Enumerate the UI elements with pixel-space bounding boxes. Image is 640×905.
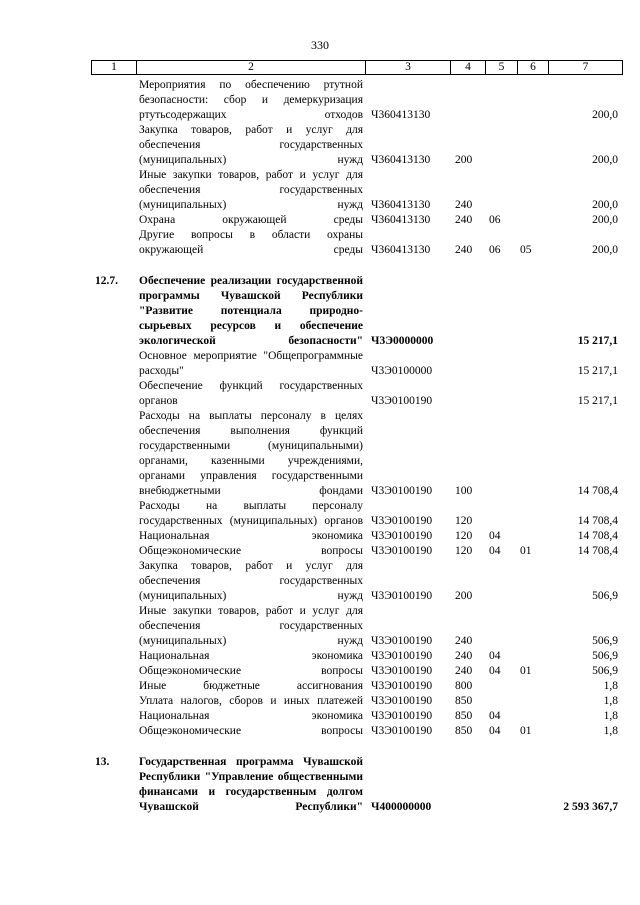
row-number: [91, 694, 139, 709]
section-code: [489, 349, 520, 379]
target-article-code: Ч3Э0100190: [371, 515, 433, 527]
row-number: [91, 78, 139, 123]
section-code: [489, 694, 520, 709]
section-code: [489, 168, 520, 213]
row-amount: 1,8: [603, 695, 618, 707]
row-name: Общеэкономические вопросы: [139, 725, 363, 737]
row-number: [91, 213, 139, 228]
row-amount: 14 708,4: [577, 485, 618, 497]
row-number: [91, 349, 139, 379]
row-name: Национальная экономика: [139, 650, 363, 662]
row-name: Общеэкономические вопросы: [139, 545, 363, 557]
target-article-code: Ч3Э0100190: [371, 695, 433, 707]
subsection-code: [520, 649, 550, 664]
section-code: 04: [489, 650, 501, 662]
target-article-code: Ч3Э0100190: [371, 635, 433, 647]
target-article-code: Ч3Э0100190: [371, 650, 433, 662]
budget-table: [91, 78, 618, 815]
section-code: [489, 409, 520, 499]
subsection-code: [520, 274, 550, 349]
expense-type-code: 850: [455, 695, 473, 707]
expense-type-code: [455, 78, 489, 123]
expense-type-code: 240: [455, 214, 473, 226]
row-amount: 14 708,4: [577, 515, 618, 527]
expense-type-code: 240: [455, 199, 473, 211]
table-row: [91, 349, 618, 379]
section-code: 04: [489, 545, 501, 557]
table-row: [91, 409, 618, 499]
table-row: [91, 694, 618, 709]
section-code: [489, 499, 520, 529]
subsection-code: [520, 168, 550, 213]
row-amount: 14 708,4: [577, 545, 618, 557]
row-name: Национальная экономика: [139, 530, 363, 542]
row-number: 12.7.: [95, 275, 118, 287]
subsection-code: [520, 694, 550, 709]
subsection-code: [520, 78, 550, 123]
row-amount: 506,9: [592, 590, 618, 602]
section-code: [489, 755, 520, 815]
table-row: [91, 168, 618, 213]
expense-type-code: 240: [455, 244, 473, 256]
row-number: [91, 379, 139, 409]
section-code: 04: [489, 665, 501, 677]
section-code: 04: [489, 725, 501, 737]
table-row: [91, 274, 618, 349]
row-spacer: [91, 258, 618, 274]
row-number: [91, 409, 139, 499]
row-amount: 15 217,1: [577, 365, 618, 377]
row-name: Закупка товаров, работ и услуг для обеспечения государственных (муниципальных) нужд: [139, 560, 363, 602]
header-col-4: 4: [451, 61, 486, 75]
row-name: Государственная программа Чувашской Республики "Управление общественными финансами и государственным долгом Чувашской Республики": [139, 756, 363, 813]
row-amount: 15 217,1: [577, 335, 618, 347]
row-name: Обеспечение функций государственных органов: [139, 380, 363, 407]
row-number: [91, 529, 139, 544]
expense-type-code: 850: [455, 710, 473, 722]
row-name: Иные закупки товаров, работ и услуг для обеспечения государственных (муниципальных) нужд: [139, 169, 363, 211]
table-row: [91, 529, 618, 544]
column-header-table: [91, 60, 623, 75]
table-row: [91, 228, 618, 258]
row-amount: 200,0: [592, 154, 618, 166]
subsection-code: 05: [520, 244, 532, 256]
table-row: [91, 213, 618, 228]
section-code: [489, 123, 520, 168]
target-article-code: Ч3Э0100190: [371, 395, 433, 407]
row-number: [91, 664, 139, 679]
target-article-code: Ч3Э0100190: [371, 545, 433, 557]
subsection-code: 01: [520, 665, 532, 677]
subsection-code: [520, 409, 550, 499]
target-article-code: Ч3Э0100190: [371, 665, 433, 677]
row-number: [91, 724, 139, 739]
expense-type-code: 120: [455, 545, 473, 557]
header-col-7: 7: [549, 61, 623, 75]
row-amount: 200,0: [592, 109, 618, 121]
target-article-code: Ч400000000: [371, 801, 432, 813]
target-article-code: Ч3Э0100190: [371, 530, 433, 542]
row-amount: 200,0: [592, 214, 618, 226]
subsection-code: [520, 123, 550, 168]
header-col-6: 6: [518, 61, 549, 75]
table-row: [91, 709, 618, 724]
page-number: 330: [311, 38, 329, 52]
table-row: [91, 755, 618, 815]
subsection-code: [520, 559, 550, 604]
row-number: [91, 544, 139, 559]
section-code: 04: [489, 530, 501, 542]
target-article-code: Ч3Э0100190: [371, 725, 433, 737]
subsection-code: [520, 499, 550, 529]
subsection-code: [520, 349, 550, 379]
target-article-code: Ч360413130: [371, 199, 431, 211]
expense-type-code: 120: [455, 515, 473, 527]
table-row: [91, 544, 618, 559]
table-row: [91, 604, 618, 649]
expense-type-code: 800: [455, 680, 473, 692]
row-number: [91, 709, 139, 724]
subsection-code: [520, 604, 550, 649]
expense-type-code: 240: [455, 665, 473, 677]
target-article-code: Ч3Э0100190: [371, 680, 433, 692]
row-amount: 2 593 367,7: [563, 801, 618, 813]
table-row: [91, 649, 618, 664]
row-name: Охрана окружающей среды: [139, 214, 363, 226]
target-article-code: Ч3Э0100190: [371, 710, 433, 722]
section-code: [489, 78, 520, 123]
row-number: [91, 679, 139, 694]
target-article-code: Ч3Э0100190: [371, 485, 433, 497]
target-article-code: Ч3Э0100190: [371, 590, 433, 602]
subsection-code: 01: [520, 725, 532, 737]
table-row: [91, 78, 618, 123]
expense-type-code: 100: [455, 485, 473, 497]
subsection-code: [520, 679, 550, 694]
row-amount: 506,9: [592, 650, 618, 662]
row-name: Иные закупки товаров, работ и услуг для обеспечения государственных (муниципальных) нужд: [139, 605, 363, 647]
target-article-code: Ч360413130: [371, 244, 431, 256]
subsection-code: [520, 529, 550, 544]
target-article-code: Ч3Э0000000: [371, 335, 434, 347]
target-article-code: Ч360413130: [371, 154, 431, 166]
table-row: [91, 559, 618, 604]
row-amount: 14 708,4: [577, 530, 618, 542]
row-name: Другие вопросы в области охраны окружающей среды: [139, 229, 363, 256]
expense-type-code: [455, 379, 489, 409]
row-name: Общеэкономические вопросы: [139, 665, 363, 677]
row-number: 13.: [95, 756, 110, 768]
subsection-code: 01: [520, 545, 532, 557]
section-code: [489, 379, 520, 409]
row-number: [91, 649, 139, 664]
section-code: 06: [489, 244, 501, 256]
row-name: Закупка товаров, работ и услуг для обеспечения государственных (муниципальных) нужд: [139, 124, 363, 166]
header-col-5: 5: [486, 61, 518, 75]
subsection-code: [520, 709, 550, 724]
header-col-2: 2: [137, 61, 366, 75]
row-amount: 1,8: [603, 710, 618, 722]
section-code: [489, 679, 520, 694]
row-number: [91, 228, 139, 258]
section-code: [489, 559, 520, 604]
table-row: [91, 379, 618, 409]
row-name: Расходы на выплаты персоналу государственных (муниципальных) органов: [139, 500, 363, 527]
row-name: Уплата налогов, сборов и иных платежей: [139, 695, 363, 707]
table-row: [91, 499, 618, 529]
row-number: [91, 123, 139, 168]
table-row: [91, 679, 618, 694]
row-number: [91, 168, 139, 213]
expense-type-code: 240: [455, 635, 473, 647]
expense-type-code: 850: [455, 725, 473, 737]
row-name: Иные бюджетные ассигнования: [139, 680, 363, 692]
expense-type-code: [455, 274, 489, 349]
row-name: Мероприятия по обеспечению ртутной безопасности: сбор и демеркуризация ртутьсодержащих отходов: [139, 79, 363, 121]
row-amount: 15 217,1: [577, 395, 618, 407]
section-code: [489, 274, 520, 349]
target-article-code: Ч360413130: [371, 109, 431, 121]
row-amount: 200,0: [592, 244, 618, 256]
table-row: [91, 123, 618, 168]
row-number: [91, 559, 139, 604]
row-name: Основное мероприятие "Общепрограммные расходы": [139, 350, 363, 377]
table-row: [91, 664, 618, 679]
row-name: Обеспечение реализации государственной программы Чувашской Республики "Развитие потенциала природно-сырьевых ресурсов и обеспечение экологической безопасности": [139, 275, 363, 347]
expense-type-code: [455, 349, 489, 379]
expense-type-code: 200: [455, 154, 473, 166]
subsection-code: [520, 213, 550, 228]
row-amount: 200,0: [592, 199, 618, 211]
expense-type-code: 240: [455, 650, 473, 662]
row-name: Национальная экономика: [139, 710, 363, 722]
row-amount: 1,8: [603, 680, 618, 692]
subsection-code: [520, 755, 550, 815]
expense-type-code: 120: [455, 530, 473, 542]
row-spacer: [91, 739, 618, 755]
section-code: [489, 604, 520, 649]
row-number: [91, 604, 139, 649]
row-name: Расходы на выплаты персоналу в целях обеспечения выполнения функций государственными (муниципальными) органами, казенными учреждениями, органами управления государственными внебюджетными фондами: [139, 410, 363, 497]
row-number: [91, 499, 139, 529]
header-col-3: 3: [366, 61, 451, 75]
subsection-code: [520, 379, 550, 409]
target-article-code: Ч3Э0100000: [371, 365, 433, 377]
header-col-1: 1: [92, 61, 137, 75]
section-code: 04: [489, 710, 501, 722]
expense-type-code: [455, 755, 489, 815]
section-code: 06: [489, 214, 501, 226]
row-amount: 1,8: [603, 725, 618, 737]
expense-type-code: 200: [455, 590, 473, 602]
target-article-code: Ч360413130: [371, 214, 431, 226]
table-row: [91, 724, 618, 739]
row-amount: 506,9: [592, 635, 618, 647]
row-amount: 506,9: [592, 665, 618, 677]
